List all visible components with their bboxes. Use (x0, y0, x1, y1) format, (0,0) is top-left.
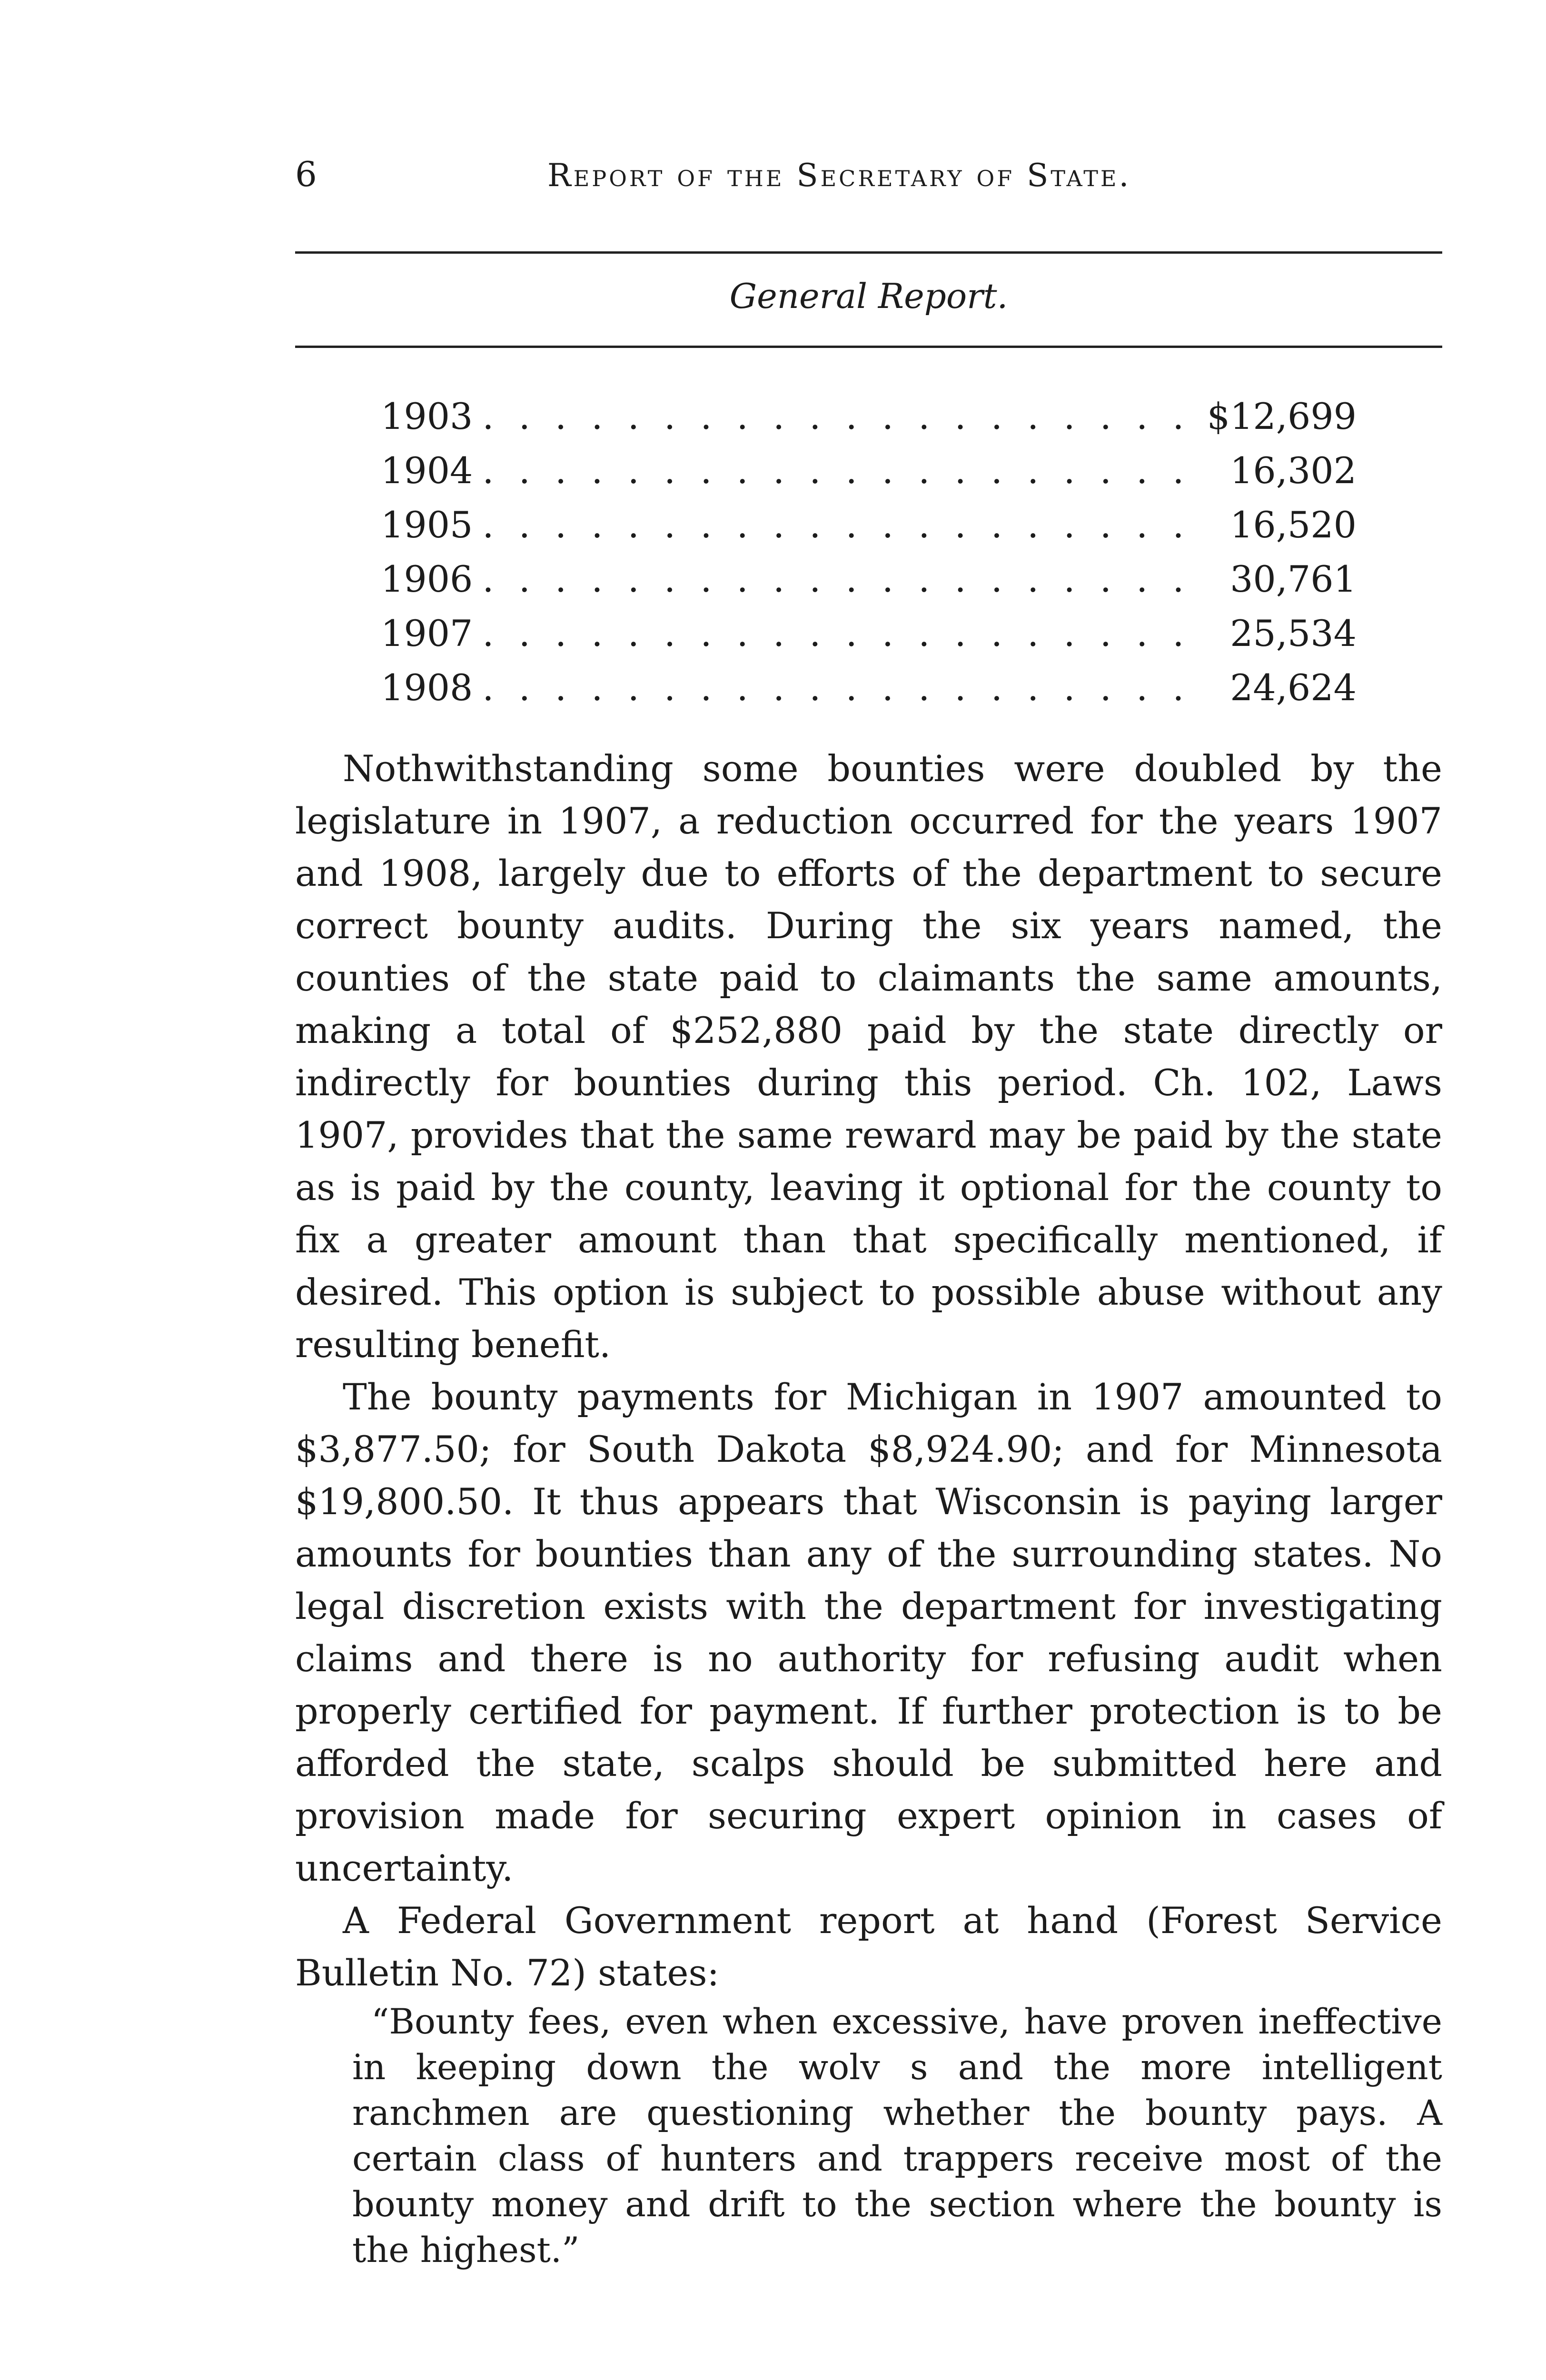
leader-dots (482, 449, 1190, 492)
bounty-year: 1906 (381, 558, 473, 600)
bounty-amount: $12,699 (1207, 395, 1357, 437)
bounty-table (381, 395, 1357, 721)
bounty-year: 1903 (381, 395, 473, 437)
bounty-year: 1907 (381, 612, 473, 654)
bounty-amount: 24,624 (1230, 666, 1357, 709)
section-title: General Report. (729, 276, 1008, 316)
bounty-row (381, 612, 1357, 666)
leader-dots (482, 504, 1190, 546)
bounty-year: 1904 (381, 449, 473, 492)
running-head: Report of the Secretary of State. (547, 157, 1131, 194)
bounty-row (381, 395, 1357, 449)
bounty-amount: 25,534 (1230, 612, 1357, 654)
bounty-row (381, 558, 1357, 612)
page-number: 6 (295, 154, 317, 194)
body-text (295, 743, 1442, 2273)
block-quote: “Bounty fees, even when excessive, have proven ineffective in keeping down the wolv s and the more intelligent ranchmen are questioning whether the bounty pays. A certain class of hunters and trappers receive most of the bounty money and drift to the section where the bounty is the highest.” (352, 2002, 1442, 2271)
top-rule (295, 251, 1442, 254)
bounty-row (381, 504, 1357, 558)
leader-dots (482, 558, 1190, 600)
leader-dots (482, 666, 1190, 709)
paragraph: A Federal Government report at hand (Forest Service Bulletin No. 72) states: (295, 1899, 1442, 1994)
bounty-amount: 30,761 (1230, 558, 1357, 600)
bounty-amount: 16,302 (1230, 449, 1357, 492)
paragraph: Nothwithstanding some bounties were doubled by the legislature in 1907, a reduction occurred for the years 1907 and 1908, largely due to efforts of the department to secure correct bounty audits. During the six years named, the counties of the state paid to claimants the same amounts, making a total of $252,880 paid by the state directly or indirectly for bounties during this period. Ch. 102, Laws 1907, provides that the same reward may be paid by the state as is paid by the county, leaving it optional for the county to fix a greater amount than that specifically mentioned, if desired. This option is subject to possible abuse without any resulting benefit. (295, 747, 1442, 1366)
leader-dots (482, 612, 1190, 654)
bounty-row (381, 666, 1357, 721)
bounty-row (381, 449, 1357, 504)
bottom-rule (295, 346, 1442, 348)
leader-dots (482, 395, 1190, 437)
paragraph: The bounty payments for Michigan in 1907 amounted to $3,877.50; for South Dakota $8,924.90; and for Minnesota $19,800.50. It thus appears that Wisconsin is paying larger amounts for bounties than any of the surrounding states. No legal discretion exists with the department for investigating claims and there is no authority for refusing audit when properly certified for payment. If further protection is to be afforded the state, scalps should be submitted here and provision made for securing expert opinion in cases of uncertainty. (295, 1376, 1442, 1889)
bounty-amount: 16,520 (1230, 504, 1357, 546)
bounty-year: 1905 (381, 504, 473, 546)
bounty-year: 1908 (381, 666, 473, 709)
